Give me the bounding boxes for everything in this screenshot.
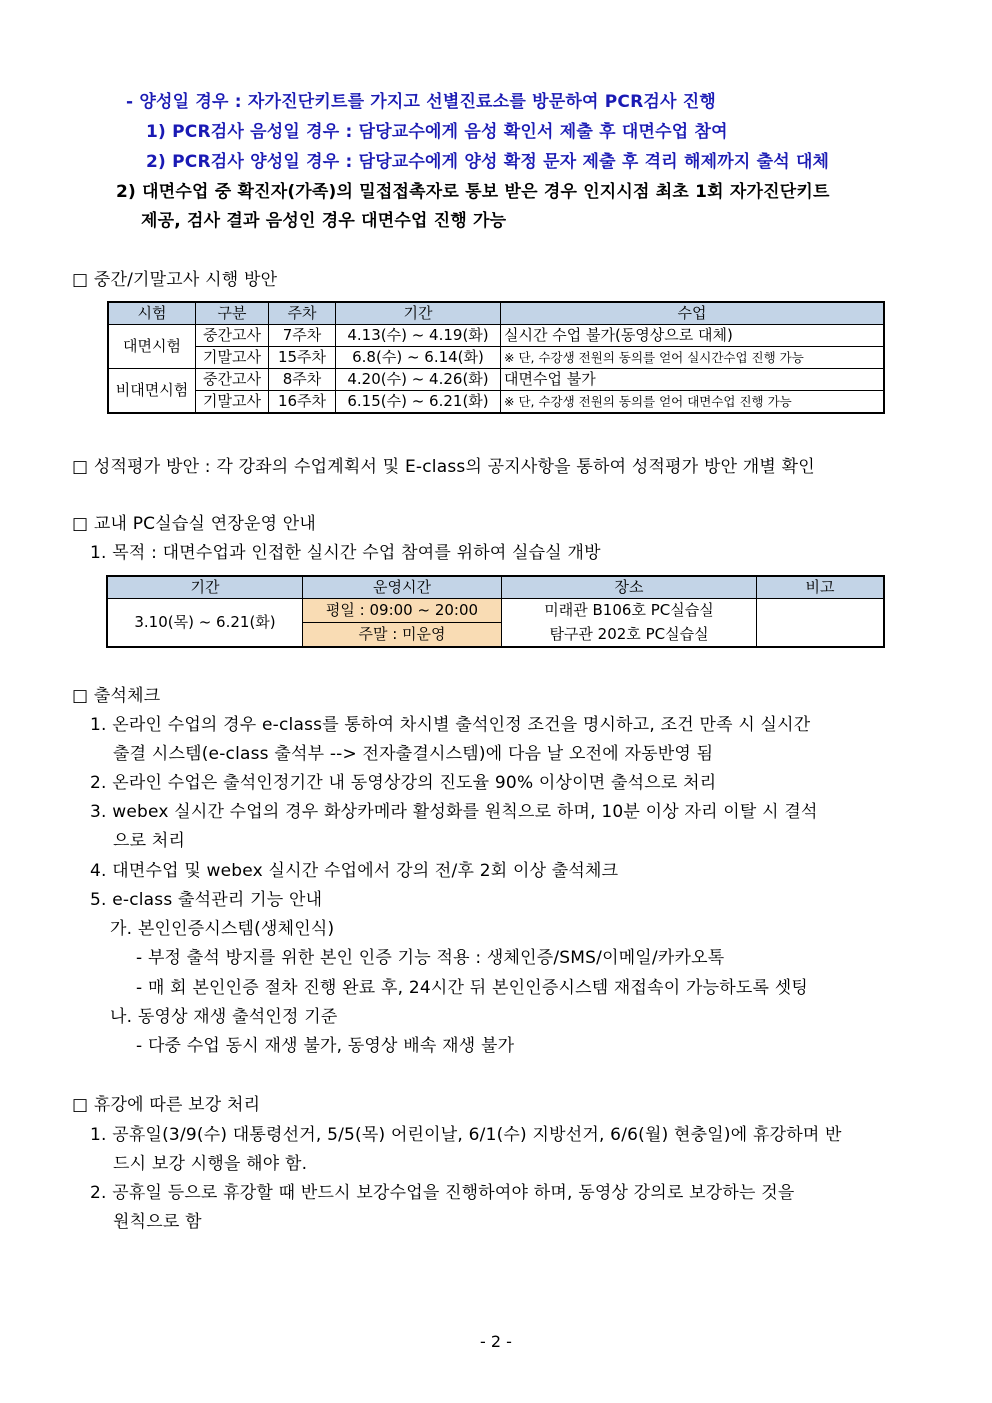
pclab-period: 3.10(목) ~ 6.21(화) bbox=[107, 599, 303, 648]
attendance-item-4: 4. 대면수업 및 webex 실시간 수업에서 강의 전/후 2회 이상 출석체크 bbox=[90, 861, 619, 881]
header-cell: 구분 bbox=[196, 302, 269, 325]
makeup-item-1: 1. 공휴일(3/9(수) 대통령선거, 5/5(목) 어린이날, 6/1(수) 지방선거, 6/6(월) 현충일)에 휴강하며 반 bbox=[90, 1125, 842, 1145]
exam-week: 15주차 bbox=[269, 347, 336, 369]
header-cell: 장소 bbox=[502, 576, 757, 599]
exam-week: 8주차 bbox=[269, 369, 336, 391]
page-number: - 2 - bbox=[480, 1332, 512, 1351]
pclab-note bbox=[757, 599, 885, 648]
exam-heading: □ 중간/기말고사 시행 방안 bbox=[72, 270, 278, 290]
exam-period: 4.20(수) ~ 4.26(화) bbox=[336, 369, 501, 391]
pcr-negative-line: 1) PCR검사 음성일 경우 : 담당교수에게 음성 확인서 제출 후 대면수업 참여 bbox=[146, 122, 728, 142]
close-contact-line-2: 제공, 검사 결과 음성인 경우 대면수업 진행 가능 bbox=[141, 211, 507, 231]
exam-week: 16주차 bbox=[269, 391, 336, 414]
header-cell: 주차 bbox=[269, 302, 336, 325]
exam-group-name: 대면시험 bbox=[108, 325, 196, 369]
attendance-sub-ga-2: - 매 회 본인인증 절차 진행 완료 후, 24시간 뒤 본인인증시스템 재접속이 가능하도록 셋팅 bbox=[136, 978, 808, 998]
exam-table bbox=[107, 301, 885, 414]
attendance-sub-na-1: - 다중 수업 동시 재생 불가, 동영상 배속 재생 불가 bbox=[136, 1036, 515, 1056]
exam-class: 대면수업 불가 bbox=[501, 369, 885, 391]
attendance-item-2: 2. 온라인 수업은 출석인정기간 내 동영상강의 진도율 90% 이상이면 출석으로 처리 bbox=[90, 773, 717, 793]
exam-period: 6.15(수) ~ 6.21(화) bbox=[336, 391, 501, 414]
pclab-purpose: 1. 목적 : 대면수업과 인접한 실시간 수업 참여를 위하여 실습실 개방 bbox=[90, 543, 601, 563]
pclab-heading: □ 교내 PC실습실 연장운영 안내 bbox=[72, 514, 317, 534]
exam-type: 기말고사 bbox=[196, 391, 269, 414]
pclab-hours-weekend: 주말 : 미운영 bbox=[303, 623, 502, 648]
exam-type: 기말고사 bbox=[196, 347, 269, 369]
exam-table-header bbox=[108, 302, 884, 325]
attendance-sub-na: 나. 동영상 재생 출석인정 기준 bbox=[110, 1007, 338, 1027]
positive-case-line: - 양성일 경우 : 자가진단키트를 가지고 선별진료소를 방문하여 PCR검사 진행 bbox=[126, 92, 716, 112]
exam-class: ※ 단, 수강생 전원의 동의를 얻어 실시간수업 진행 가능 bbox=[501, 347, 885, 369]
makeup-item-1-cont: 드시 보강 시행을 해야 함. bbox=[113, 1154, 308, 1174]
table-row bbox=[108, 391, 884, 414]
attendance-sub-ga-1: - 부정 출석 방지를 위한 본인 인증 기능 적용 : 생체인증/SMS/이메일/카카오톡 bbox=[136, 948, 725, 968]
exam-period: 4.13(수) ~ 4.19(화) bbox=[336, 325, 501, 347]
header-cell: 시험 bbox=[108, 302, 196, 325]
exam-group-name: 비대면시험 bbox=[108, 369, 196, 414]
pclab-hours-weekday: 평일 : 09:00 ~ 20:00 bbox=[303, 599, 502, 623]
attendance-item-1-cont: 출결 시스템(e-class 출석부 --> 전자출결시스템)에 다음 날 오전에 자동반영 됨 bbox=[113, 744, 714, 764]
exam-week: 7주차 bbox=[269, 325, 336, 347]
attendance-item-3: 3. webex 실시간 수업의 경우 화상카메라 활성화를 원칙으로 하며, 10분 이상 자리 이탈 시 결석 bbox=[90, 802, 818, 822]
close-contact-line-1: 2) 대면수업 중 확진자(가족)의 밀접접촉자로 통보 받은 경우 인지시점 최초 1회 자가진단키트 bbox=[116, 182, 830, 202]
table-row bbox=[108, 347, 884, 369]
pclab-place-2: 탐구관 202호 PC실습실 bbox=[502, 623, 757, 648]
header-cell: 기간 bbox=[107, 576, 303, 599]
grading-heading: □ 성적평가 방안 : 각 강좌의 수업계획서 및 E-class의 공지사항을 통하여 성적평가 방안 개별 확인 bbox=[72, 457, 815, 477]
pclab-place-1: 미래관 B106호 PC실습실 bbox=[502, 599, 757, 623]
header-cell: 수업 bbox=[501, 302, 885, 325]
exam-type: 중간고사 bbox=[196, 325, 269, 347]
exam-class: ※ 단, 수강생 전원의 동의를 얻어 대면수업 진행 가능 bbox=[501, 391, 885, 414]
exam-type: 중간고사 bbox=[196, 369, 269, 391]
pclab-table-header bbox=[107, 576, 884, 599]
header-cell: 비고 bbox=[757, 576, 885, 599]
table-row bbox=[107, 599, 884, 623]
pclab-table bbox=[106, 575, 885, 648]
table-row bbox=[108, 325, 884, 347]
attendance-sub-ga: 가. 본인인증시스템(생체인식) bbox=[110, 919, 335, 939]
header-cell: 운영시간 bbox=[303, 576, 502, 599]
pcr-positive-line: 2) PCR검사 양성일 경우 : 담당교수에게 양성 확정 문자 제출 후 격리 해제까지 출석 대체 bbox=[146, 152, 830, 172]
attendance-item-3-cont: 으로 처리 bbox=[113, 831, 186, 851]
header-cell: 기간 bbox=[336, 302, 501, 325]
attendance-heading: □ 출석체크 bbox=[72, 686, 161, 706]
makeup-item-2: 2. 공휴일 등으로 휴강할 때 반드시 보강수업을 진행하여야 하며, 동영상 강의로 보강하는 것을 bbox=[90, 1183, 795, 1203]
table-row bbox=[108, 369, 884, 391]
exam-period: 6.8(수) ~ 6.14(화) bbox=[336, 347, 501, 369]
attendance-item-5: 5. e-class 출석관리 기능 안내 bbox=[90, 890, 323, 910]
exam-class: 실시간 수업 불가(동영상으로 대체) bbox=[501, 325, 885, 347]
attendance-item-1: 1. 온라인 수업의 경우 e-class를 통하여 차시별 출석인정 조건을 명시하고, 조건 만족 시 실시간 bbox=[90, 715, 811, 735]
makeup-item-2-cont: 원칙으로 함 bbox=[113, 1212, 202, 1232]
makeup-heading: □ 휴강에 따른 보강 처리 bbox=[72, 1095, 261, 1115]
